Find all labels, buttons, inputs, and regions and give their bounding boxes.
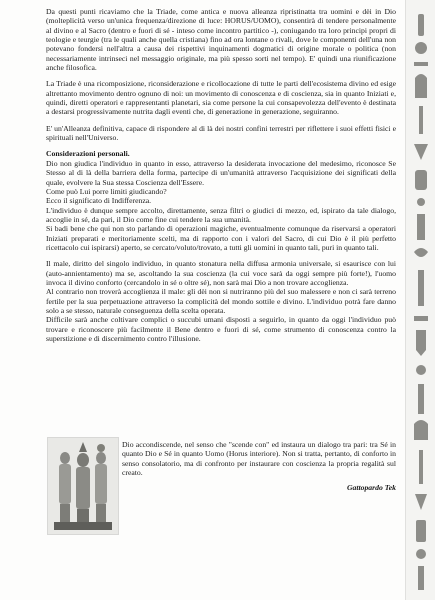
author-signature: Gattopardo Tek bbox=[346, 483, 396, 493]
paragraph-1: Da questi punti ricaviamo che la Triade, come antica e nuova alleanza ripristinatta tra uomini e dèi in Dio (molteplicità verso un'unica frequenza/direzione di luce: HORUS/UOMO), consentirà di tendere personalmente al divino e al Sacro (dentro e fuori di sé - inteso come incontro partitico -), coniugando tra loro principi propri di teologie e teurgie (tra le quali anche quella cristiana) fino ad ora lontane o rivali, dove le componenti dell'una non potevano fondersi nell'altra a causa dei rispettivi inquinamenti dogmatici di origine morale o politica (non necessariamente intrinseci nel messaggio originale, ma più spesso sorti nel tempo). E' quindi una riunificazione anche filosofica. bbox=[46, 7, 396, 73]
hieroglyph-side-border bbox=[405, 0, 435, 600]
egyptian-triad-statue-image bbox=[47, 437, 119, 535]
document-body bbox=[46, 7, 396, 350]
section-paragraph-4: L'individuo è dunque sempre accolto, direttamente, senza filtri o giudici di mezzo, ed, ispirato da tale dialogo, accoglie in sé, da pari, il Dio come fine cui tendere la sua umanità. bbox=[46, 205, 396, 224]
section-heading: Considerazioni personali. bbox=[46, 149, 130, 159]
paragraph-3: E' un'Alleanza definitiva, capace di rispondere al di là dei nostri confini terrestri per riflettere i suoi effetti fisici e spirituali nell'Universo. bbox=[46, 123, 396, 143]
statue-illustration bbox=[48, 438, 118, 534]
hieroglyph-column-decoration bbox=[406, 0, 435, 600]
section-paragraph-1: Dio non giudica l'individuo in quanto in esso, attraverso la desiderata invocazione del medesimo, riconosce Se Stesso al di là della barriera della forma, partecipe di un'umanità attraverso l'acquisizione dei significati della quale, evolvere la Sua stessa Coscienza dell'Essere. bbox=[46, 158, 396, 187]
section-paragraph-8: Difficile sarà anche coltivare complici o succubi umani disposti a seguirlo, in quanto da oggi l'individuo può trovare e riconoscere più facilmente il Bene dentro e fuori di sé, come strumento di conoscenza contro la superstizione e di discernimento contro l'illusione. bbox=[46, 315, 396, 343]
section-paragraph-2: Come può Lui porre limiti giudicando? bbox=[46, 186, 167, 196]
figure-paragraph: Dio accondiscende, nel senso che "scende con" ed instaura un dialogo tra pari: tra Sé in quanto Dio e Sé in quanto Uomo (Horus interiore). Non si tratta, pertanto, di conforto in senso consolatorio, ma di confronto per instaurare con coscienza la propria regalità sul creato. bbox=[122, 440, 396, 478]
section-paragraph-6: Il male, diritto del singolo individuo, in quanto stonatura nella diffusa armonia universale, si esaurisce con lui (auto-annientamento) ma se, ascoltando la sua coscienza (la cui voce sarà da oggi sempre più forte!), l'uomo invoca il divino conforto (cercandolo in sé o oltre sé), non sarà mai Dio a non trovare accoglienza. bbox=[46, 259, 396, 287]
paragraph-2: La Triade è una ricomposizione, riconsiderazione e ricollocazione di tutte le parti dell'ecosistema divino ed esige altrettanto movimento dentro ognuno di noi: un movimento di conoscenza e di coscienza, sia in quanto Iniziati e, quindi, diretti operatori e rappresentanti planetari, sia come persone la cui consapevolezza dell'evento è destinata a destarsi progressivamente nutrita dagli eventi che, di generazione in generazione, seguiranno. bbox=[46, 79, 396, 117]
section-paragraph-3: Ecco il significato di Indifferenza. bbox=[46, 196, 152, 206]
figure-caption-text bbox=[122, 440, 396, 500]
section-paragraph-7: Al contrario non troverà accoglienza il male: gli dèi non si nutriranno più del suo malessere e non ci sarà terreno fertile per la sua perpetuazione attraverso la complicità del mondo sottile e divino. L'individuo potrà fare danno solo a se stesso, naturale conseguenza della scelta operata. bbox=[46, 287, 396, 315]
section-paragraph-5: Si badi bene che qui non sto parlando di operazioni magiche, eventualmente comunque da riservarsi a operatori Iniziati preparati e meritoriamente scelti, ma di rapporto con i valori del Sacro, di cui Dio è il più perfetto ricettacolo cui ispirarsi) aperto, se cercato/voluto/trovato, a tutti gli uomini in quanto tali, puri in quanto tali. bbox=[46, 224, 396, 252]
